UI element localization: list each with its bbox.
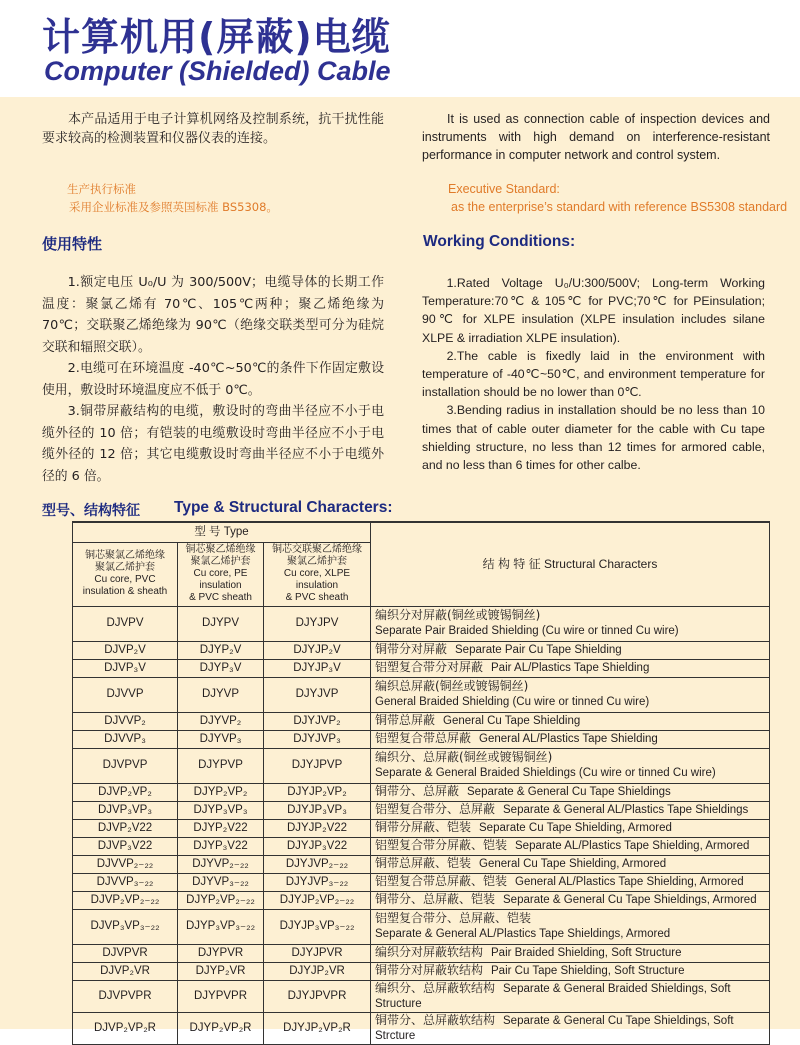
model-cell: DJVP₂VP₂₋₂₂ [73,891,178,909]
model-cell: DJYJP₃VP₃₋₂₂ [264,909,371,944]
table-row [73,801,770,819]
model-cell: DJYPVP [178,748,264,783]
model-cell: DJVP₂V [73,641,178,659]
structure-en: General AL/Plastics Tape Shielding, Armored [515,876,744,888]
model-cell: DJYP₂V22 [178,819,264,837]
structure-en: Pair AL/Plastics Tape Shielding [491,662,650,674]
table-row [73,962,770,980]
structure-cell [371,730,770,748]
structure-cell [371,659,770,677]
table-row [73,1012,770,1044]
model-cell: DJYP₂VP₂₋₂₂ [178,891,264,909]
model-cell: DJYP₂V [178,641,264,659]
structure-cn: 铜带分、总屏蔽 [375,784,460,798]
intro-chinese: 本产品适用于电子计算机网络及控制系统，抗干扰性能要求较高的检测装置和仪器仪表的连接。 [42,112,384,146]
model-cell: DJYP₃VP₃ [178,801,264,819]
structure-cell [371,1012,770,1044]
structure-cn: 编织分、总屏蔽软结构 [375,980,496,995]
model-cell: DJYJP₂V22 [264,819,371,837]
table-row [73,783,770,801]
model-cell: DJVVP₃ [73,730,178,748]
condition-item: 3.铜带屏蔽结构的电缆，敷设时的弯曲半径应不小于电缆外径的 10 倍；有铠装的电缆敷设时弯曲半径应不小于电缆外径的 12 倍；其它电缆敷设时弯曲半径应不小于电缆外径的 6 倍。 [42,404,384,484]
structure-cell [371,855,770,873]
structure-en: Separate & General Cu Tape Shieldings, Armored [503,894,757,906]
model-cell: DJYP₃V [178,659,264,677]
table-row [73,606,770,641]
model-cell: DJVPVP [73,748,178,783]
model-cell: DJVPVR [73,944,178,962]
model-cell: DJYP₃V22 [178,837,264,855]
model-cell: DJYJP₃V [264,659,371,677]
model-cell: DJYJP₃VP₃ [264,801,371,819]
model-cell: DJYJPVP [264,748,371,783]
structure-cell [371,606,770,641]
structure-cn: 铝塑复合带分、总屏蔽 [375,802,496,816]
condition-item: 1.额定电压 U₀/U 为 300/500V；电缆导体的长期工作温度：聚氯乙烯有 70℃、105℃两种；聚乙烯绝缘为 70℃；交联聚乙烯绝缘为 90℃（绝缘交联类型可分为硅烷交联和辐照交联）。 [42,275,384,355]
structure-en: Pair Braided Shielding, Soft Structure [491,947,682,959]
model-cell: DJYJP₂VR [264,962,371,980]
column-header-line: & PVC sheath [189,592,252,603]
structure-cell [371,712,770,730]
column-header [73,542,178,606]
structure-cell [371,641,770,659]
condition-item: 1.Rated Voltage U₀/U:300/500V; Long-term Working Temperature:70℃ & 105℃ for PVC;70℃ for PEinsulation; 90℃ for XLPE insulation (XLPE insulation includes silane XLPE & irradiation XLPE insulation). [422,276,765,345]
model-cell: DJVP₃VP₃ [73,801,178,819]
type-header: 型 号 Type [73,522,371,542]
table-row [73,730,770,748]
structure-cn: 铜带总屏蔽 [375,713,436,727]
model-cell: DJVVP [73,677,178,712]
model-cell: DJYP₃VP₃₋₂₂ [178,909,264,944]
structure-cn: 铜带分、总屏蔽、铠装 [375,892,496,906]
table-row [73,837,770,855]
model-cell: DJVP₂VP₂R [73,1012,178,1044]
structure-cell [371,873,770,891]
table-row [73,873,770,891]
structure-cn: 铝塑复合带总屏蔽 [375,731,472,745]
column-header-line: 聚氯乙烯护套 [190,556,251,567]
structure-cn: 铜带分对屏蔽软结构 [375,963,484,977]
model-cell: DJYVP₃ [178,730,264,748]
structure-cn: 编织分对屏蔽软结构 [375,945,484,959]
model-cell: DJVVP₂ [73,712,178,730]
table-row [73,855,770,873]
model-cell: DJYPV [178,606,264,641]
structure-cell [371,819,770,837]
table-row [73,712,770,730]
structure-en: Separate & General Braided Shieldings, Soft Structure [375,982,731,1010]
table-row [73,944,770,962]
structure-en: General Cu Tape Shielding, Armored [479,858,667,870]
model-cell: DJYJP₂VP₂₋₂₂ [264,891,371,909]
column-header-line: 铜芯交联聚乙烯绝缘 [272,544,362,555]
table-row [73,980,770,1012]
model-cell: DJYJPVR [264,944,371,962]
conditions-list-en [422,274,765,474]
table-row [73,659,770,677]
model-cell: DJVP₃V [73,659,178,677]
intro-english: It is used as connection cable of inspection devices and instruments with high demand on interference-resistant performance in computer network and control system. [422,112,770,162]
standard-text-cn: 采用企业标准及参照英国标准 BS5308。 [69,200,278,214]
model-cell: DJYJP₂V [264,641,371,659]
structure-cn: 铜带分对屏蔽 [375,642,448,656]
standard-label-cn: 生产执行标准 [67,182,136,196]
model-cell: DJYJVP₃ [264,730,371,748]
condition-item: 3.Bending radius in installation should be no less than 10 times that of cable outer diameter for the cable with Cu tape shielding structure, no less than 12 times for armored cable, and no less than 6 times for other calbe. [422,403,765,473]
model-cell: DJYVP₂₋₂₂ [178,855,264,873]
model-cell: DJVPVPR [73,980,178,1012]
model-cell: DJYJP₃V22 [264,837,371,855]
structure-cn: 铜带分、总屏蔽软结构 [375,1012,496,1027]
model-cell: DJVVP₃₋₂₂ [73,873,178,891]
structure-cn: 编织分、总屏蔽(铜丝或镀锡铜丝) [375,750,553,764]
model-cell: DJYJVP₂₋₂₂ [264,855,371,873]
column-header-line: 铜芯聚乙烯绝缘 [185,544,256,555]
structure-cn: 铝塑复合带分对屏蔽 [375,660,484,674]
structure-cn: 铜带总屏蔽、铠装 [375,856,472,870]
model-cell: DJVP₃VP₃₋₂₂ [73,909,178,944]
conditions-heading-en: Working Conditions: [423,233,576,250]
column-header-line: & PVC sheath [285,592,349,603]
table-row [73,909,770,944]
structure-en: Separate AL/Plastics Tape Shielding, Armored [515,840,750,852]
title-chinese: 计算机用(屏蔽)电缆 [42,15,391,59]
model-cell: DJYP₂VP₂ [178,783,264,801]
structure-cn: 铝塑复合带分屏蔽、铠装 [375,838,508,852]
column-header-line: Cu core, PE insulation [193,568,248,591]
table-row [73,748,770,783]
title-english: Computer (Shielded) Cable [44,56,391,86]
structure-en: Pair Cu Tape Shielding, Soft Structure [491,965,685,977]
column-header-line: Cu core, PVC [94,574,156,585]
structure-cell [371,748,770,783]
column-header [264,542,371,606]
structure-en: General Braided Shielding (Cu wire or tinned Cu wire) [375,696,650,708]
structure-cell [371,677,770,712]
structure-cell [371,891,770,909]
column-header-line: 铜芯聚氯乙烯绝缘 [85,550,165,561]
model-cell: DJVP₂VR [73,962,178,980]
conditions-list-cn [42,272,384,487]
structure-en: Separate Cu Tape Shielding, Armored [479,822,672,834]
model-cell: DJVP₂VP₂ [73,783,178,801]
structure-cell [371,837,770,855]
column-header-line: 聚氯乙烯护套 [95,562,155,573]
structure-en: Separate Pair Braided Shielding (Cu wire or tinned Cu wire) [375,625,679,637]
structure-cell [371,944,770,962]
condition-item: 2.The cable is fixedly laid in the environment with temperature of -40℃~50℃, and environment temperature for installation should be no lower than 0℃. [422,348,765,400]
structure-en: General AL/Plastics Tape Shielding [479,733,658,745]
structure-cell [371,980,770,1012]
model-cell: DJVP₂V22 [73,819,178,837]
standard-label-en: Executive Standard: [448,182,560,196]
model-cell: DJYJP₂VP₂ [264,783,371,801]
structure-en: Separate & General Cu Tape Shieldings [467,786,671,798]
structure-cell [371,801,770,819]
structure-en: Separate & General AL/Plastics Tape Shieldings, Armored [375,928,671,940]
column-header-line: Cu core, XLPE insulation [283,568,351,591]
standard-text-en: as the enterprise’s standard with reference BS5308 standard [451,200,788,214]
column-header-line: 聚氯乙烯护套 [287,556,347,567]
column-header [178,542,264,606]
model-cell: DJYJVP [264,677,371,712]
conditions-heading-cn: 使用特性 [42,235,103,253]
structure-cn: 铝塑复合带分、总屏蔽、铠装 [375,911,532,925]
model-cell: DJYJPVPR [264,980,371,1012]
model-cell: DJYPVPR [178,980,264,1012]
table-row [73,819,770,837]
model-cell: DJYJVP₂ [264,712,371,730]
model-cell: DJVVP₂₋₂₂ [73,855,178,873]
model-cell: DJYJVP₃₋₂₂ [264,873,371,891]
structure-en: General Cu Tape Shielding [443,715,581,727]
structure-en: Separate & General AL/Plastics Tape Shieldings [503,804,749,816]
condition-item: 2.电缆可在环境温度 -40℃~50℃的条件下作固定敷设使用，敷设时环境温度应不低于 0℃。 [42,361,384,398]
structure-cn: 编织分对屏蔽(铜丝或镀锡铜丝) [375,608,541,622]
structure-cn: 铜带分屏蔽、铠装 [375,820,472,834]
model-cell: DJYP₂VP₂R [178,1012,264,1044]
model-cell: DJYVP₂ [178,712,264,730]
column-header-line: insulation & sheath [82,586,168,597]
model-cell: DJYPVR [178,944,264,962]
model-cell: DJVPV [73,606,178,641]
type-structure-table [72,521,770,1045]
structure-en: Separate & General Cu Tape Shieldings, Soft Strcture [375,1014,734,1042]
model-cell: DJYVP₃₋₂₂ [178,873,264,891]
model-cell: DJVP₃V22 [73,837,178,855]
structure-en: Separate & General Braided Shieldings (Cu wire or tinned Cu wire) [375,767,716,779]
structure-en: Separate Pair Cu Tape Shielding [455,644,622,656]
structure-cn: 铝塑复合带总屏蔽、铠装 [375,874,508,888]
structural-header: 结 构 特 征 Structural Characters [371,522,770,606]
table-heading-en: Type & Structural Characters: [174,499,393,516]
model-cell: DJYJPV [264,606,371,641]
structure-cell [371,962,770,980]
model-cell: DJYP₂VR [178,962,264,980]
table-row [73,641,770,659]
header [0,0,800,97]
structure-cell [371,909,770,944]
structure-cn: 编织总屏蔽(铜丝或镀锡铜丝) [375,679,529,693]
model-cell: DJYVP [178,677,264,712]
table-heading-cn: 型号、结构特征 [42,503,140,519]
structure-cell [371,783,770,801]
table-row [73,677,770,712]
model-cell: DJYJP₂VP₂R [264,1012,371,1044]
table-row [73,891,770,909]
